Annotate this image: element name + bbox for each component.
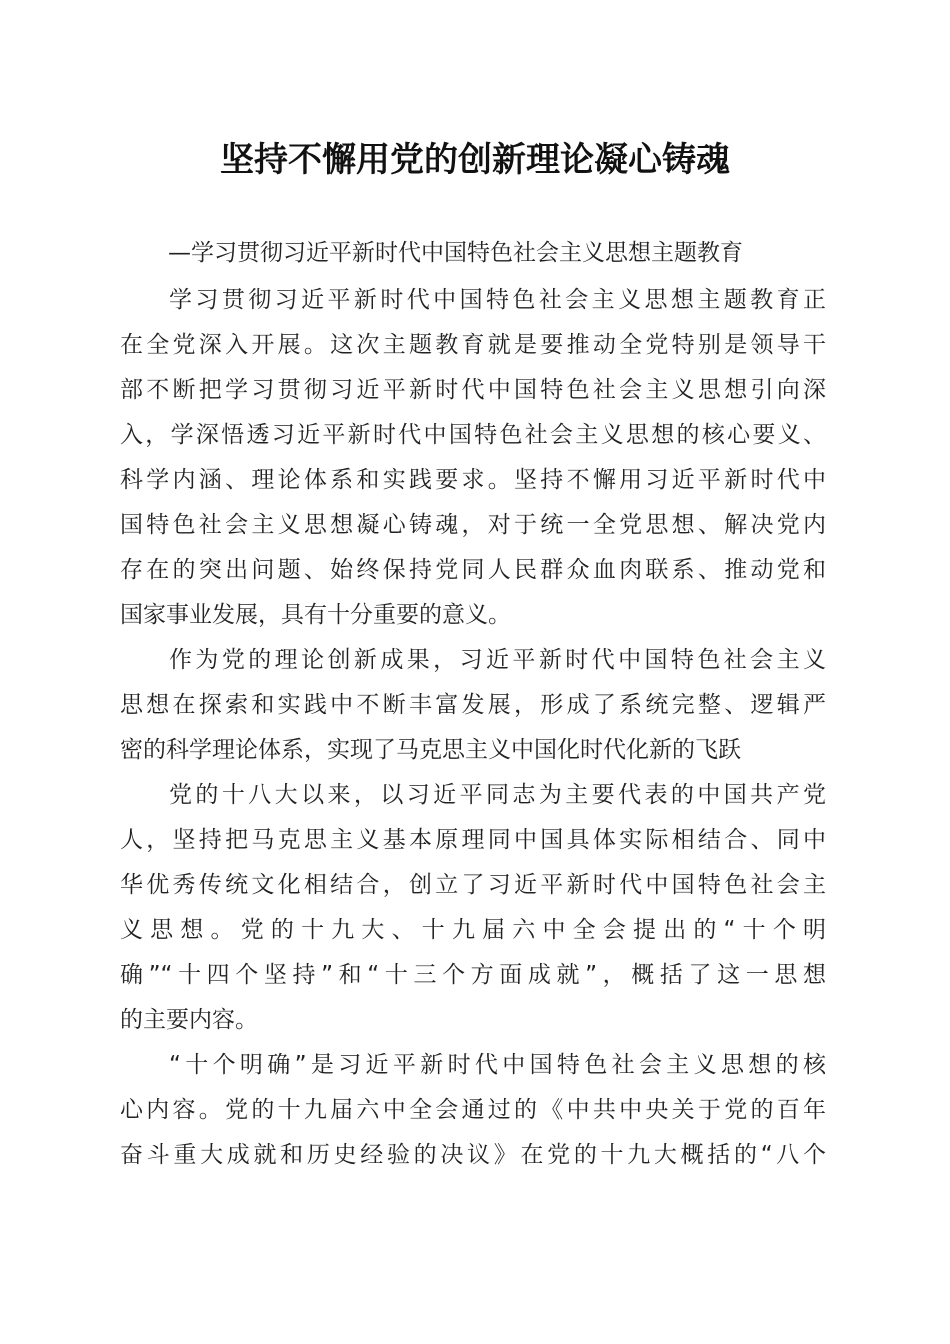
paragraph-line: 国家事业发展，具有十分重要的意义。 — [120, 602, 511, 628]
paragraph-line: 学习贯彻习近平新时代中国特色社会主义思想主题教育正 — [169, 287, 826, 313]
paragraph-line: 人，坚持把马克思主义基本原理同中国具体实际相结合、同中 — [120, 827, 826, 853]
paragraph-2 — [120, 638, 826, 773]
paragraph-line: 奋斗重大成就和历史经验的决议》在党的十九大概括的“八个 — [120, 1142, 826, 1168]
paragraph-line: 义思想。党的十九大、十九届六中全会提出的“十个明 — [120, 917, 826, 943]
paragraph-3 — [120, 773, 826, 1043]
paragraph-line: 思想在探索和实践中不断丰富发展，形成了系统完整、逻辑严 — [120, 692, 826, 718]
paragraph-1 — [120, 278, 826, 638]
paragraph-line: 在全党深入开展。这次主题教育就是要推动全党特别是领导干 — [120, 332, 826, 358]
paragraph-line: 密的科学理论体系，实现了马克思主义中国化时代化新的飞跃 — [120, 737, 741, 763]
document-body — [120, 278, 826, 1178]
paragraph-line: “十个明确”是习近平新时代中国特色社会主义思想的核 — [169, 1052, 826, 1078]
paragraph-line: 部不断把学习贯彻习近平新时代中国特色社会主义思想引向深 — [120, 377, 826, 403]
paragraph-line: 作为党的理论创新成果，习近平新时代中国特色社会主义 — [169, 647, 826, 673]
paragraph-4 — [120, 1043, 826, 1178]
paragraph-line: 华优秀传统文化相结合，创立了习近平新时代中国特色社会主 — [120, 872, 826, 898]
paragraph-line: 的主要内容。 — [120, 1007, 258, 1033]
paragraph-line: 科学内涵、理论体系和实践要求。坚持不懈用习近平新时代中 — [120, 467, 826, 493]
paragraph-line: 存在的突出问题、始终保持党同人民群众血肉联系、推动党和 — [120, 557, 826, 583]
document-title: 坚持不懈用党的创新理论凝心铸魂 — [220, 140, 730, 180]
paragraph-line: 党的十八大以来，以习近平同志为主要代表的中国共产党 — [169, 782, 826, 808]
paragraph-line: 入，学深悟透习近平新时代中国特色社会主义思想的核心要义、 — [120, 422, 826, 448]
paragraph-line: 确”“十四个坚持”和“十三个方面成就”，概括了这一思想 — [120, 962, 826, 988]
document-subtitle: —学习贯彻习近平新时代中国特色社会主义思想主题教育 — [168, 240, 743, 266]
paragraph-line: 国特色社会主义思想凝心铸魂，对于统一全党思想、解决党内 — [120, 512, 826, 538]
paragraph-line: 心内容。党的十九届六中全会通过的《中共中央关于党的百年 — [120, 1097, 826, 1123]
